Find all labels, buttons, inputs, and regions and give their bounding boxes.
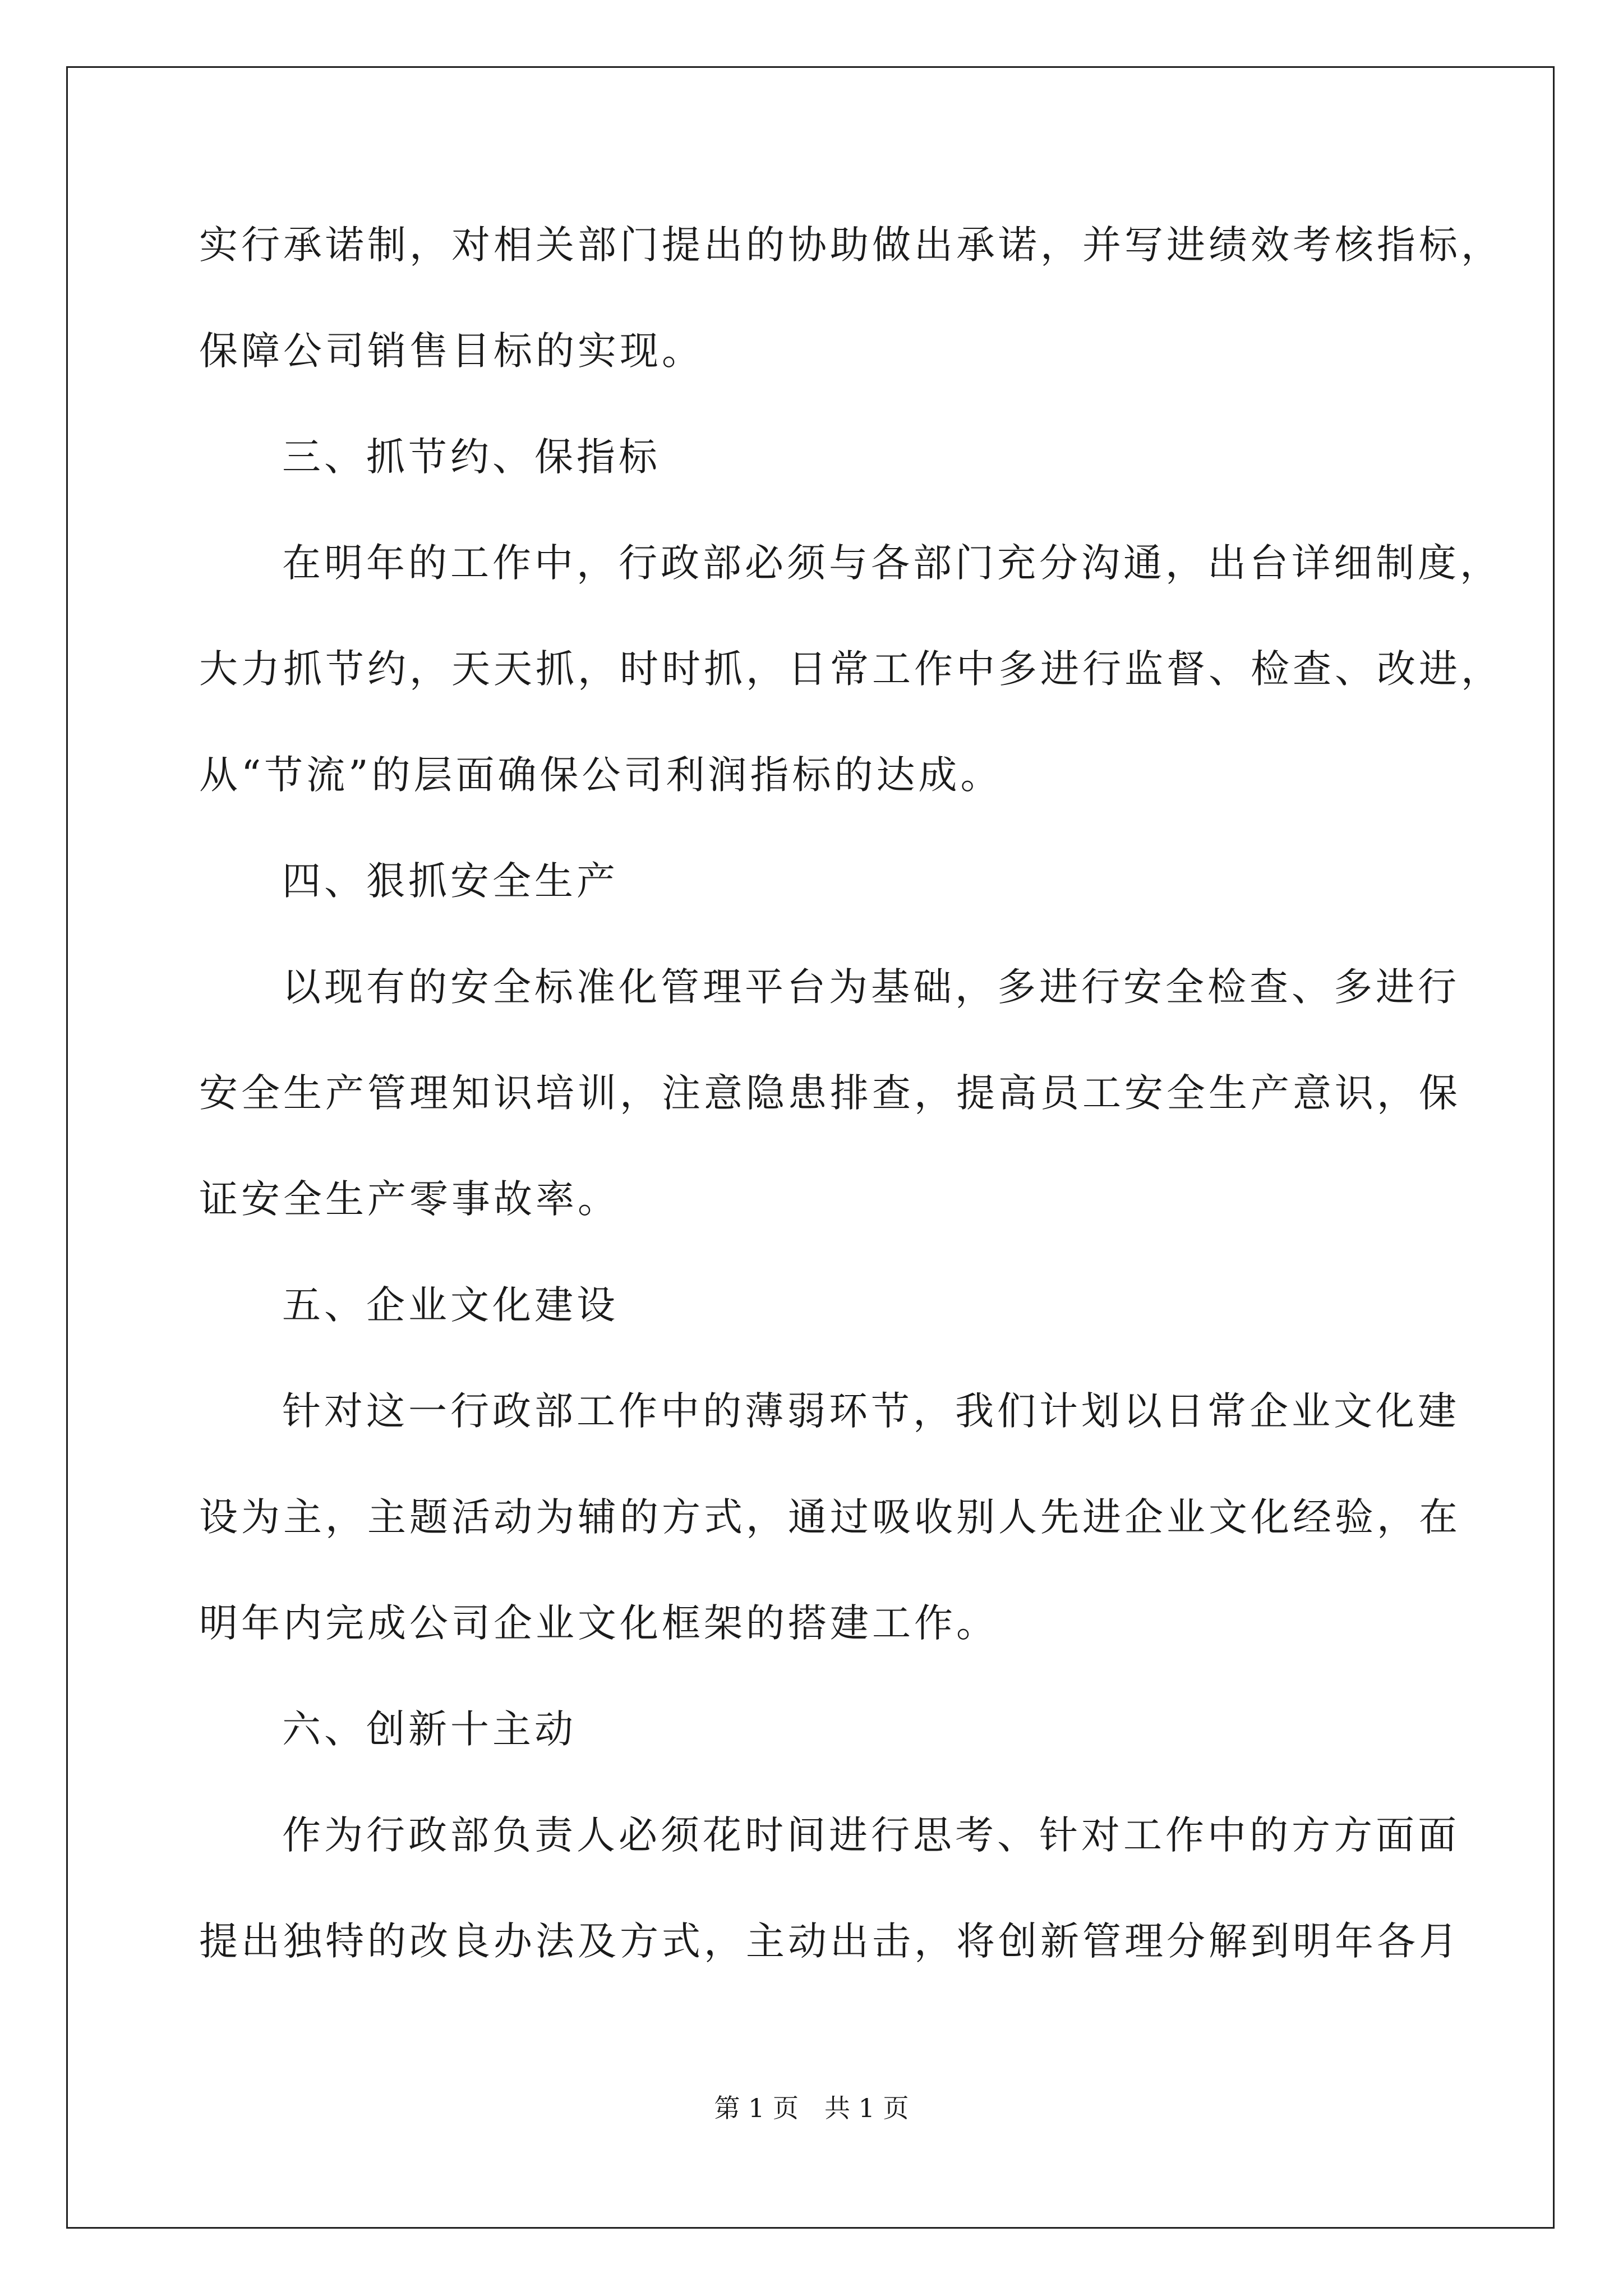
section-heading: 四、狠抓安全生产 [282, 859, 619, 904]
text-line: 明年内完成公司企业文化框架的搭建工作。 [199, 1601, 998, 1646]
text-line: 以现有的安全标准化管理平台为基础，多进行安全检查、多进行 [282, 965, 1460, 1010]
text-line: 设为主，主题活动为辅的方式，通过吸收别人先进企业文化经验，在 [199, 1495, 1461, 1540]
document-body [199, 219, 1503, 2021]
text-line: 实行承诺制，对相关部门提出的协助做出承诺，并写进绩效考核指标， [199, 223, 1503, 268]
text-line: 安全生产管理知识培训，注意隐患排查，提高员工安全生产意识，保 [199, 1071, 1461, 1116]
text-line: 提出独特的改良办法及方式，主动出击，将创新管理分解到明年各月 [199, 1919, 1461, 1964]
text-line: 保障公司销售目标的实现。 [199, 329, 704, 374]
section-heading: 六、创新十主动 [282, 1707, 577, 1752]
text-line: 大力抓节约，天天抓，时时抓，日常工作中多进行监督、检查、改进， [199, 647, 1503, 692]
text-line: 针对这一行政部工作中的薄弱环节，我们计划以日常企业文化建 [282, 1389, 1460, 1434]
text-line: 从“节流”的层面确保公司利润指标的达成。 [199, 753, 1003, 798]
section-heading: 五、企业文化建设 [282, 1283, 619, 1328]
section-heading: 三、抓节约、保指标 [282, 435, 661, 480]
text-line: 在明年的工作中，行政部必须与各部门充分沟通，出台详细制度， [282, 541, 1502, 586]
page-number: 第 1 页 共 1 页 [714, 2093, 909, 2123]
text-line: 证安全生产零事故率。 [199, 1177, 620, 1222]
text-line: 作为行政部负责人必须花时间进行思考、针对工作中的方方面面 [282, 1813, 1460, 1858]
